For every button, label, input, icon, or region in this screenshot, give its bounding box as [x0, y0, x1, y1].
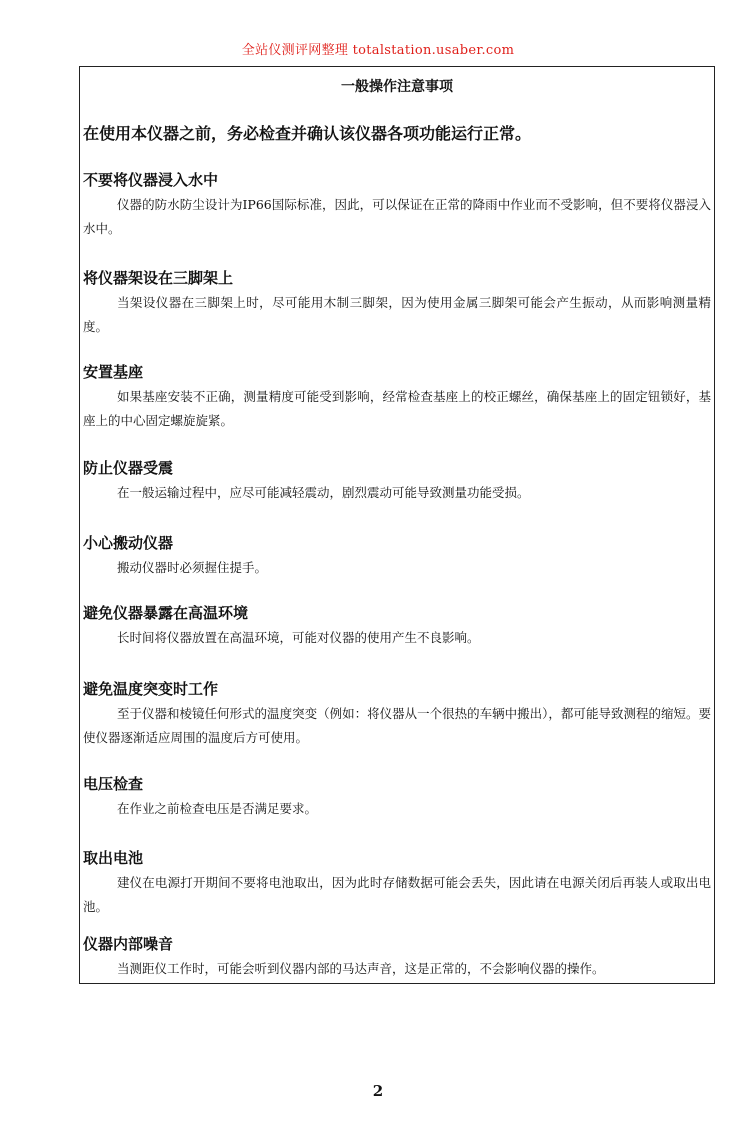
section-body: 仪器的防水防尘设计为IP66国际标准，因此，可以保证在正常的降雨中作业而不受影响，但不要将仪器浸入水中。 — [83, 197, 711, 236]
section-heading: 小心搬动仪器 — [83, 534, 174, 552]
section-body: 当测距仪工作时，可能会听到仪器内部的马达声音，这是正常的，不会影响仪器的操作。 — [117, 961, 605, 976]
section-heading: 安置基座 — [83, 363, 144, 381]
section-body: 在作业之前检查电压是否满足要求。 — [117, 801, 318, 816]
intro-statement: 在使用本仪器之前，务必检查并确认该仪器各项功能运行正常。 — [83, 124, 532, 143]
section-body: 至于仪器和棱镜任何形式的温度突变（例如：将仪器从一个很热的车辆中搬出），都可能导致测程的缩短。要使仪器逐渐适应周围的温度后方可使用。 — [83, 706, 711, 745]
page-number: 2 — [372, 1082, 384, 1100]
watermark: 全站仪测评网整理 totalstation.usaber.com — [241, 43, 515, 58]
section-heading: 将仪器架设在三脚架上 — [83, 269, 234, 287]
section-body: 搬动仪器时必须握住提手。 — [117, 560, 268, 575]
section-body: 当架设仪器在三脚架上时，尽可能用木制三脚架，因为使用金属三脚架可能会产生振动，从而影响测量精度。 — [83, 295, 711, 334]
section-body: 如果基座安装不正确，测量精度可能受到影响，经常检查基座上的校正螺丝，确保基座上的固定钮锁好，基座上的中心固定螺旋旋紧。 — [83, 389, 711, 428]
notice-frame — [79, 66, 715, 984]
page-title: 一般操作注意事项 — [341, 79, 453, 95]
section-heading: 避免温度突变时工作 — [83, 680, 219, 698]
section-body: 建仪在电源打开期间不要将电池取出，因为此时存储数据可能会丢失，因此请在电源关闭后再装人或取出电池。 — [83, 875, 711, 914]
section-body: 在一般运输过程中，应尽可能减轻震动，剧烈震动可能导致测量功能受损。 — [117, 485, 530, 500]
section-heading: 防止仪器受震 — [83, 459, 174, 477]
section-heading: 电压检查 — [83, 775, 144, 793]
section-heading: 避免仪器暴露在高温环境 — [83, 604, 249, 622]
section-heading: 取出电池 — [83, 849, 144, 867]
section-body: 长时间将仪器放置在高温环境，可能对仪器的使用产生不良影响。 — [117, 630, 480, 645]
section-heading: 不要将仪器浸入水中 — [83, 171, 219, 189]
section-heading: 仪器内部噪音 — [83, 935, 174, 953]
